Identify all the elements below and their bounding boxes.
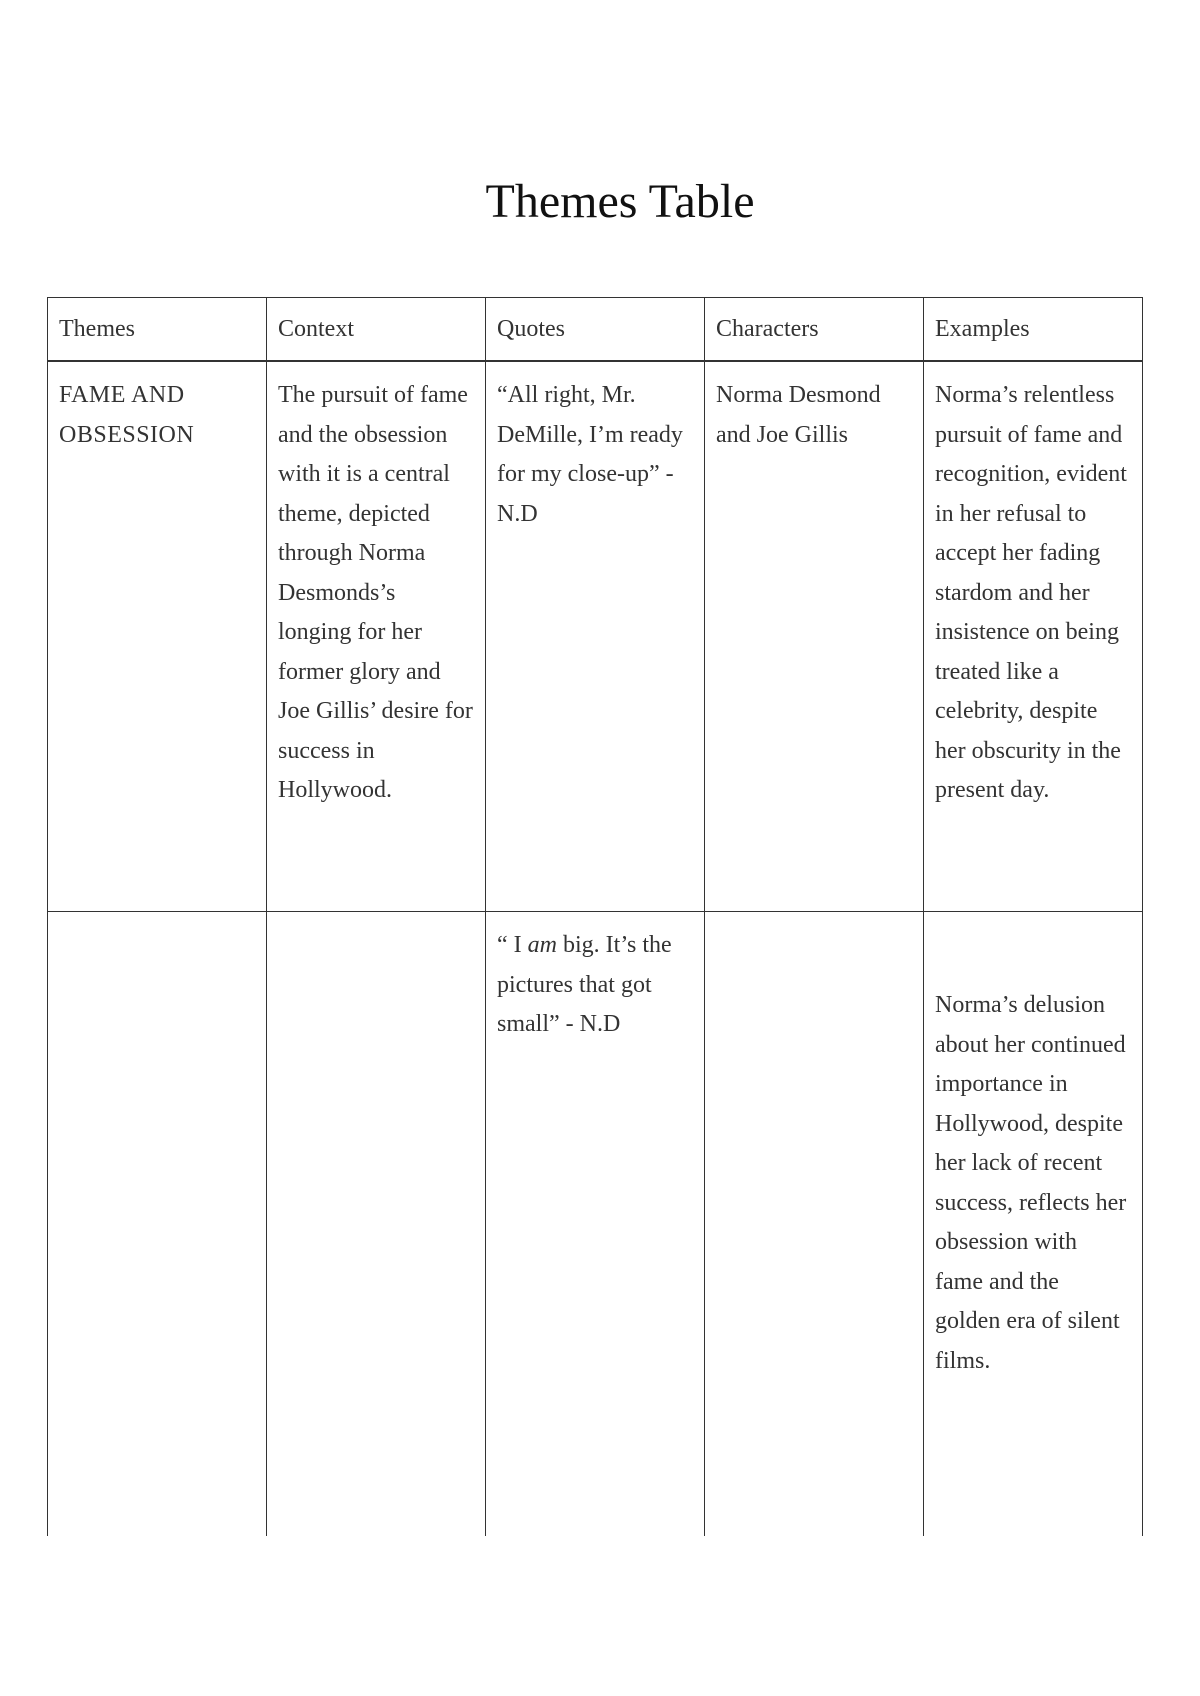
column-header-quotes: Quotes — [486, 298, 705, 362]
quote-emphasis: am — [527, 932, 557, 958]
page-title: Themes Table — [485, 175, 755, 228]
example-text: Norma’s delusion about her continued importance in Hollywood, despite her lack of recent success, reflects her obsession with fame and the golden era of silent films. — [935, 992, 1127, 1374]
column-header-themes: Themes — [48, 298, 267, 362]
column-header-characters: Characters — [705, 298, 924, 362]
table-row — [48, 912, 1143, 1537]
quote-suffix: big. It’s the pictures that got small” - N.D — [497, 932, 672, 1037]
characters-cell: Norma Desmond and Joe Gillis — [705, 361, 924, 912]
table-header-row — [48, 298, 1143, 362]
quote-prefix: “ I — [497, 932, 528, 958]
theme-cell: FAME AND OBSESSION — [48, 361, 267, 912]
characters-cell — [705, 912, 924, 1537]
context-cell: The pursuit of fame and the obsession with it is a central theme, depicted through Norma Desmonds’s longing for her former glory and Joe Gillis’ desire for success in Hollywood. — [267, 361, 486, 912]
example-cell — [924, 912, 1143, 1537]
cell-spacer — [935, 926, 1130, 986]
column-header-examples: Examples — [924, 298, 1143, 362]
theme-cell — [48, 912, 267, 1537]
themes-table — [47, 297, 1143, 1536]
example-cell: Norma’s relentless pursuit of fame and recognition, evident in her refusal to accept her fading stardom and her insistence on being treated like a celebrity, despite her obscurity in the present day. — [924, 361, 1143, 912]
column-header-context: Context — [267, 298, 486, 362]
context-cell — [267, 912, 486, 1537]
quote-cell — [486, 912, 705, 1537]
page-bottom-margin — [0, 1560, 1200, 1696]
table-row — [48, 361, 1143, 912]
quote-cell: “All right, Mr. DeMille, I’m ready for my close-up” - N.D — [486, 361, 705, 912]
